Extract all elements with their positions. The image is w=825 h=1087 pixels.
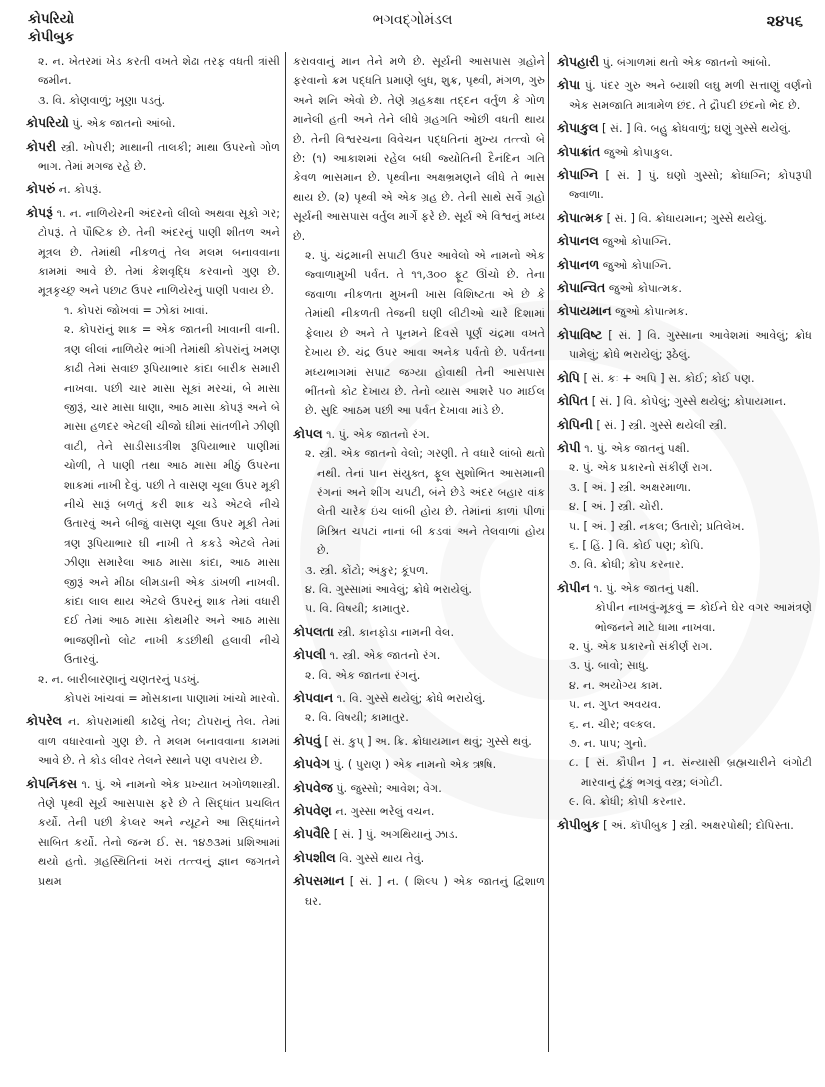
entry-headword: કોપવેણ [293, 803, 332, 819]
entry-definition: [ સં. ] સ્ત્રી. ગુસ્સે થયેલી સ્ત્રી. [596, 418, 727, 432]
dictionary-entry [26, 711, 280, 770]
dictionary-entry [26, 52, 280, 110]
entry-sense: ૨. ન. ખેતરમાં ખેડ કરતી વખતે શેઢા તરફ વધતી ત્રાંસી જમીન. [38, 55, 280, 88]
entry-headword: કોપાવિષ્ટ [557, 326, 603, 342]
dictionary-entry [293, 645, 545, 685]
page-header [0, 6, 825, 50]
entry-definition: સ્ત્રી. કાનફોડા નામની વેલ. [337, 625, 455, 639]
page-number: ૨૪૫૬ [766, 12, 803, 30]
entry-sense: ૬. [ હિં. ] વિ. કોઈ પણ; કોપિ. [569, 538, 704, 552]
dictionary-entry [557, 75, 812, 115]
entry-headword: કોપાક્રાંત [557, 143, 601, 159]
entry-headword: કોપિત [557, 393, 589, 409]
entry-definition: ૧. પું. એક જાતનું પક્ષી. [584, 441, 690, 455]
entry-definition: [ સં. ] વિ. ક્રોધાયમાન; ગુસ્સે થયેલું. [606, 211, 767, 225]
dictionary-entry [26, 203, 280, 709]
dictionary-entry [557, 578, 812, 812]
dictionary-entry [293, 871, 545, 911]
dictionary-entry [557, 368, 812, 388]
entry-definition: પું. પંદર ગુરુ અને બ્યાશી લઘુ મળી સત્તાણું વર્ણનો એક સમજાતિ માત્રામેળ છંદ. તે દ્રૌપદી છંદનો ભેદ છે. [569, 79, 812, 112]
entry-headword: કોપરૂં [26, 204, 53, 220]
entry-headword: કોપવેગ [293, 756, 330, 772]
entry-headword: કોપસમાન [293, 873, 345, 889]
entry-sense: ૪. ન. અયોગ્ય કામ. [569, 678, 663, 692]
entry-definition: [ સં. ] વિ. કોપેલું; ગુસ્સે થયેલું; કોપાયમાન. [591, 395, 787, 409]
entry-idiom: કોપરાં ખાંચવાં = મોસકાના પાણામાં ખાંચો મારવો. [64, 692, 280, 705]
entry-sense: ૩. સ્ત્રી. કોંટો; અંકુર; કૂંપળ. [305, 563, 429, 577]
entry-headword: કોપાગ્નિ [557, 167, 599, 183]
entry-definition: સ્ત્રી. ખોપરી; માથાની તાલકી; માથા ઉપરનો ગોળ ભાગ. તેમાં મગજ રહે છે. [38, 140, 280, 174]
guide-word-last: કોપીબુક [28, 29, 74, 45]
dictionary-entry [293, 754, 545, 774]
entry-headword: કોપરું [26, 181, 56, 197]
entry-headword: કોપર્નિકસ [26, 775, 78, 791]
entry-headword: કોપલી [293, 647, 327, 663]
entry-sense: ૮. [ સં. કૌપીન ] ન. સંન્યાસી બ્રહ્મચારીને લંગોટી મારવાનું ટૂંકું ભગવું વસ્ત્ર; લંગોટી. [569, 756, 812, 789]
column-1 [26, 52, 280, 1082]
entry-headword: કોપાકુલ [557, 120, 599, 136]
entry-headword: કોપાનળ [557, 256, 600, 272]
dictionary-entry [26, 137, 280, 177]
entry-sense: ૨. પું. એક પ્રકારનો સંકીર્ણ રાગ. [569, 461, 713, 475]
dictionary-entry [293, 52, 545, 421]
entry-definition: [ સં. ] ન. ( શિલ્પ ) એક જાતનું દ્વિશાળ ઘર. [305, 875, 545, 908]
dictionary-entry [557, 231, 812, 251]
entry-sense: ૨. ન. બારીબારણાનું ચણતરનું પડખું. [38, 672, 200, 686]
dictionary-entry [293, 824, 545, 844]
entry-headword: કોપહારી [557, 54, 600, 69]
entry-headword: કોપરિયો [26, 115, 69, 131]
dictionary-entry [26, 179, 280, 199]
entry-definition: ૧. વિ. ગુસ્સે થયેલું; ક્રોધે ભરાયેલું. [336, 692, 486, 705]
entry-sense: ૨. પું. ચંદ્રમાની સપાટી ઉપર આવેલો એ નામનો એક જ્વાળામુખી પર્વત. તે ૧૧,૩૦૦ ફૂટ ઊંચો છે. તેના જવાળા નીકળતા મુખની ખાસ વિશિષ્ટતા એ છે કે તેમાંથી નીકળતી તેજની ઘણી લીટીઓ ચારે દિશામાં ફેલાય છે અને તે પૂનમને દિવસે પૂર્ણ ચંદ્રમા વખતે દેખાય છે. ચંદ્ર ઉપર આવા અનેક પર્વતો છે. પર્વતના મધ્યભાગમાં સપાટ જગ્યા હોવાથી તેની આસપાસ ભીંતનો કોટ દેખાય છે. તેનો વ્યાસ આશરે ૫૦ માઈલ છે. સુદિ આઠમ પછી આ પર્વત દેખાવા માંડે છે. [305, 249, 545, 418]
dictionary-entry [26, 113, 280, 133]
entry-sense: ૯. વિ. ક્રોધી; કોપી કરનાર. [569, 795, 687, 809]
entry-sense: ૩. વિ. કોણવાળું; ખૂણા પડતું. [38, 93, 166, 107]
entry-headword: કોપિની [557, 416, 593, 432]
entry-definition: ૧. પું. એ નામનો એક પ્રખ્યાત ખગોળશાસ્ત્રી. તેણે પૃથ્વી સૂર્ય આસપાસ ફરે છે તે સિદ્ધાંત પ્રચલિત કર્યો. તેની પછી કેપ્લર અને ન્યૂટને આ સિદ્ધાંતને સાબિત કર્યો. તેનો જન્મ ઈ. સ. ૧૪૭૩માં પ્રશિઆમાં થયો હતો. ગ્રહસ્થિતિનાં ખરાં તત્ત્વનું જ્ઞાન જગતને પ્રથમ [38, 777, 280, 888]
page-title: ભગવદ્ગોમંડલ [372, 12, 453, 28]
entry-definition: પું. ( પુરાણ ) એક નામનો એક ઋષિ. [333, 758, 497, 772]
dictionary-entry [557, 415, 812, 435]
entry-headword: કોપશીલ [293, 849, 336, 865]
entry-definition: ન. ગુસ્સા ભરેલું વચન. [335, 805, 435, 819]
guide-word-first: કોપરિયો [28, 11, 75, 27]
entry-definition: [ સં. કુપ્ ] અ. ક્રિ. ક્રોધાયમાન થવું; ગુસ્સે થવું. [324, 734, 532, 748]
dictionary-entry [293, 731, 545, 751]
entry-definition: ૧. ન. નાળિયેરની અંદરનો લીલો અથવા સૂકો ગર; ટોપરૂં. તે પૌષ્ટિક છે. તેની અંદરનું પાણી શીતળ અને મૂત્રલ છે. તેમાંથી નીકળતું તેલ મલમ બનાવવાના કામમાં આવે છે. તેમાં કેશવૃદ્ધિ કરવાનો ગુણ છે. મૂત્રકૃચ્છ્ર અને પછાટ ઉપર નાળિયેરનું પાણી પવાય છે. [38, 206, 280, 298]
entry-definition: ૧. પું. એક જાતનું પક્ષી. [593, 581, 700, 595]
entry-definition: જુઓ કોપાગ્નિ. [602, 235, 672, 249]
entry-definition: ૧. પું. એક જાતનો રંગ. [326, 427, 430, 441]
dictionary-entry [26, 774, 280, 891]
entry-definition: [ સં. ] પું. ઘણો ગુસ્સો; ક્રોધાગ્નિ; કોપરૂપી જ્વાળા. [569, 169, 812, 202]
entry-idiom: કોપીન નાખવું-મૂકવું = કોઈને ઘેર વગર આમંત્રણે ભોજનને માટે ધામા નાખવા. [595, 601, 812, 634]
entry-headword: કોપિ [557, 369, 580, 385]
dictionary-entry [557, 208, 812, 228]
entry-definition: [ સં. ] પું. અગથિયાનું ઝાડ. [333, 828, 459, 842]
entry-definition: જુઓ કોપાગ્નિ. [602, 258, 672, 272]
entry-definition: ન. કોપરૂં. [58, 183, 102, 197]
entry-sense: ૬. ન. ચીર; વલ્કલ. [569, 717, 656, 731]
column-divider [285, 52, 286, 1052]
entry-sense: ૨. સ્ત્રી. એક જાતનો વેલો; ગરણી. તે વધારે લાંબો થતો નથી. તેનાં પાન સંયુક્ત, ફૂલ સુશોભિત આસમાની રંગનાં અને શીંગ ચપટી, બંને છેડે અંદર બહાર વાંક લેતી ચારેક ઇંચ લાંબી હોય છે. તેમાંનાં કાળાં પીળાં મિશ્રિત ચપટાં નાનાં બી કડવાં અને તેલવાળાં હોય છે. [305, 447, 545, 558]
dictionary-entry [557, 52, 812, 72]
entry-headword: કોપલતા [293, 623, 334, 639]
dictionary-entry [557, 325, 812, 365]
dictionary-entry [293, 622, 545, 642]
entry-headword: કોપા [557, 77, 581, 93]
entry-definition: જુઓ કોપાત્મક. [608, 282, 682, 296]
entry-definition: પું. બંગાળમાં થતો એક જાતનો આંબો. [602, 56, 771, 69]
entry-definition: [ સં. ] વિ. ગુસ્સાના આવેશમાં આવેલું; ક્રોધ પામેલું; ક્રોધે ભરાયેલું; રૂઠેલું. [569, 328, 812, 362]
dictionary-entry [557, 142, 812, 162]
entry-sense: ૨. વિ. વિષયી; કામાતુર. [305, 711, 409, 725]
entry-headword: કોપરી [26, 138, 57, 154]
entry-sense: ૪. વિ. ગુસ્સામાં આવેલું; ક્રોધે ભરાયેલું. [305, 582, 472, 596]
entry-headword: કોપી [557, 439, 581, 455]
entry-sense: ૩. [ અં. ] સ્ત્રી. અક્ષરમાળા. [569, 480, 692, 494]
dictionary-entry [557, 301, 812, 321]
entry-definition: ૧. સ્ત્રી. એક જાતનો રંગ. [329, 649, 441, 663]
column-2 [293, 52, 545, 1082]
entry-definition: જુઓ કોપાત્મક. [615, 305, 689, 319]
entry-headword: કોપીન [557, 579, 590, 595]
dictionary-entry [293, 424, 545, 619]
entry-headword: કોપીબુક [557, 816, 600, 832]
dictionary-entry [557, 255, 812, 275]
dictionary-entry [293, 848, 545, 868]
entry-sense: ૫. વિ. વિષયી; કામાતુર. [305, 602, 410, 616]
entry-idiom: ૨. કોપરાંનું શાક = એક જાતની ખાવાની વાની. ત્રણ લીલાં નાળિયેર ભાંગી તેમાંથી કોપરાંનું ખમણ કાઢી તેમાં સવાછ રૂપિયાભાર કાંદા બારીક સમારી નાખવા. પછી ચાર માસા સૂકાં મરચાં, બે માસા જીરૂં, ચાર માસા ધાણા, આઠ માસા કોપરૂં અને બે માસા હળદર એટલી ચીજો ઘીમાં સાંતળીને ઝીણી વાટી, તેને સાડીસાડત્રીશ રૂપિયાભાર પાણીમાં ચોળી, તે પાણી તથા આઠ માસા મીઠું ઉપરના શાકમાં નાખી દેવું. પછી તે વાસણ ચૂલા ઉપર મૂકી નીચે સારૂં બળતું કરી શાક ચડે એટલે નીચે ઉતારવું અને બીજું વાસણ ચૂલા ઉપર મૂકી તેમાં ત્રણ રૂપિયાભાર ઘી નાખી તે કકડે એટલે તેમાં ઝીણા સમારેલા આઠ માસા કાંદા, આઠ માસા જીરૂં અને મીઠા લીમડાની એક ડાંખળી નાખવી. કાંદા લાલ થાય એટલે ઉપરનું શાક તેમાં વધારી દઈ તેમાં આઠ માસા કોથમીર અને આઠ માસા ભાજણીનો લોટ નાખી કડછીથી હલાવી નીચે ઉતારવું. [64, 323, 280, 667]
column-3 [557, 52, 812, 1082]
entry-definition: [ સં. કઃ + અપિ ] સ. કોઈ; કોઈ પણ. [583, 371, 755, 385]
entry-sense: ૨. વિ. એક જાતના રંગનું. [305, 668, 421, 682]
entry-headword: કોપાત્મક [557, 209, 604, 225]
entry-definition: ન. કોપરામાંથી કાઢેલું તેલ; ટોપરાનું તેલ. તેમાં વાળ વધારવાનો ગુણ છે. તે મલમ બનાવવાના કામમાં આવે છે. તે કોડ લીવર તેલને સ્થાને પણ વપરાય છે. [38, 715, 280, 768]
entry-headword: કોપરેલ [26, 713, 62, 729]
entry-headword: કોપવું [293, 732, 321, 748]
entry-headword: કોપાનલ [557, 233, 599, 249]
dictionary-entry [557, 165, 812, 205]
entry-definition: પું. જુસ્સો; આવેશ; વેગ. [336, 781, 442, 795]
entry-sense: ૫. ન. ગુપ્ત અવયવ. [569, 698, 662, 712]
entry-sense: ૩. પું. બાવો; સાધુ. [569, 659, 649, 673]
dictionary-entry [557, 815, 812, 835]
entry-sense: ૫. [ અં. ] સ્ત્રી. નકલ; ઉતારો; પ્રતિલેખ. [569, 519, 745, 533]
entry-idiom: ૧. કોપરાં જોખવાં = ઝોકાં ખાવાં. [64, 303, 209, 317]
entry-headword: કોપાયમાન [557, 303, 612, 319]
entry-sense: ૭. ન. પાપ; ગુનો. [569, 737, 647, 750]
dictionary-entry [557, 118, 812, 138]
entry-definition: વિ. ગુસ્સે થાય તેવું. [339, 851, 425, 865]
entry-definition: [ સં. ] વિ. બહુ ક્રોધવાળું; ઘણું ગુસ્સે થયેલું. [601, 122, 791, 136]
entry-definition: જુઓ કોપાકુલ. [603, 145, 673, 159]
entry-sense: ૭. વિ. ક્રોધી; કોપ કરનાર. [569, 558, 685, 572]
dictionary-entry [557, 278, 812, 298]
dictionary-entry [557, 391, 812, 411]
dictionary-entry [293, 801, 545, 821]
entry-definition: કરાવવાનું માન તેને મળે છે. સૂર્યની આસપાસ ગ્રહોને ફરવાનો ક્રમ પદ્ધતિ પ્રમાણે બુધ, શુક્ર, પૃથ્વી, મંગળ, ગુરુ અને શનિ એવો છે. તેણે ગ્રહકક્ષા તદ્દન વર્તુળ કે ગોળ માનેલી હતી અને તેને લીધે ગ્રહગતિ ઓછી વધતી થાય છે. તેની વિશ્વરચના વિવેચન પદ્ધતિનાં મુખ્ય તત્ત્વો બે છે: (૧) આકાશમાં રહેલ બધી જ્યોતિની દૈનંદિન ગતિ કેવળ ભાસમાન છે. પૃથ્વીના અક્ષભ્રમણને લીધે તે ભાસ થાય છે. (૨) પૃથ્વી એ એક ગ્રહ છે. તેની સાથે સર્વે ગ્રહો સૂર્યની આસપાસ વર્તુલ માર્ગે ફરે છે. સૂર્ય એ વિશ્વનું મધ્ય છે. [293, 55, 545, 243]
dictionary-entry [293, 778, 545, 798]
entry-sense: ૨. પું. એક પ્રકારનો સંકીર્ણ રાગ. [569, 639, 713, 653]
entry-headword: કોપલ [293, 425, 323, 441]
entry-headword: કોપવૈરિ [293, 826, 331, 842]
entry-definition: પું. એક જાતનો આંબો. [72, 117, 176, 131]
dictionary-entry [293, 688, 545, 728]
entry-headword: કોપવાન [293, 690, 334, 705]
entry-headword: કોપવેજ [293, 779, 333, 795]
dictionary-entry [557, 438, 812, 575]
column-divider [548, 52, 549, 1052]
entry-definition: [ અં. કૉપીબુક ] સ્ત્રી. અક્ષરપોથી; દોપિસ્તા. [603, 818, 794, 832]
entry-sense: ૪. [ અં. ] સ્ત્રી. ચોરી. [569, 500, 664, 514]
entry-headword: કોપાન્વિત [557, 280, 606, 296]
